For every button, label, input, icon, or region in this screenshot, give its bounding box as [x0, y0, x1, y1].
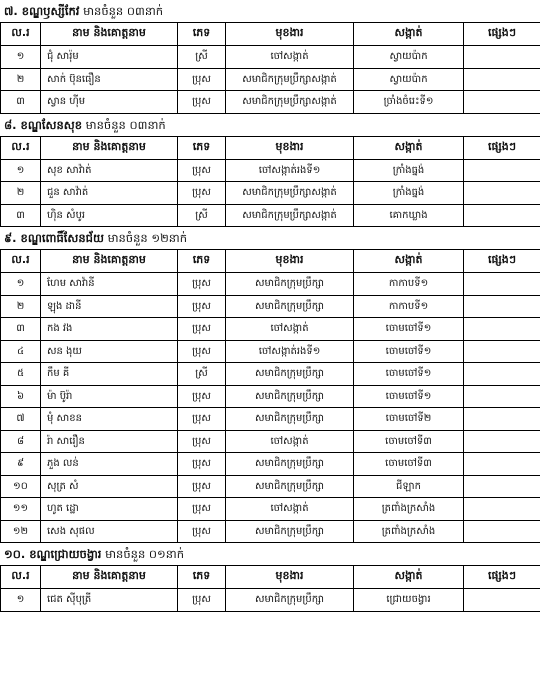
remarks-cell	[464, 498, 540, 521]
row-number-cell: ៦	[1, 385, 41, 408]
column-header-row-number: ល.រ	[1, 250, 41, 273]
person-name-cell: សុត្រ សំ	[41, 475, 178, 498]
commune-cell: ចោមចៅទី២	[354, 408, 464, 431]
remarks-cell	[464, 589, 540, 612]
column-header-row-number: ល.រ	[1, 136, 41, 159]
sex-cell: ប្រុស	[178, 318, 226, 341]
position-cell: ចៅសង្កាត់រងទី១	[226, 159, 354, 182]
position-cell: សមាជិកក្រុមប្រឹក្សាសង្កាត់	[226, 68, 354, 91]
remarks-cell	[464, 204, 540, 227]
person-name-cell: ភួង លន់	[41, 453, 178, 476]
table-row	[1, 273, 540, 296]
remarks-cell	[464, 159, 540, 182]
commune-cell: ចោមចៅទី៣	[354, 453, 464, 476]
column-header-person-name: នាម និងគោត្តនាម	[41, 136, 178, 159]
row-number-cell: ២	[1, 68, 41, 91]
sex-cell: ប្រុស	[178, 408, 226, 431]
position-cell: សមាជិកក្រុមប្រឹក្សា	[226, 385, 354, 408]
commune-cell: ចោមចៅទី១	[354, 385, 464, 408]
position-cell: ចៅសង្កាត់រងទី១	[226, 340, 354, 363]
sex-cell: ប្រុស	[178, 340, 226, 363]
position-cell: ចៅសង្កាត់	[226, 318, 354, 341]
person-name-cell: មុំ សាខន	[41, 408, 178, 431]
remarks-cell	[464, 273, 540, 296]
row-number-cell: ៥	[1, 363, 41, 386]
person-name-cell: ឡុង ដានី	[41, 295, 178, 318]
person-name-cell: ហែម សាវ៉ានី	[41, 273, 178, 296]
column-header-commune: សង្កាត់	[354, 250, 464, 273]
commune-cell: ចោមចៅទី៣	[354, 430, 464, 453]
person-name-cell: ជួន សាវ៉ាត់	[41, 182, 178, 205]
remarks-cell	[464, 91, 540, 114]
remarks-cell	[464, 453, 540, 476]
commune-cell: កាកាបទី១	[354, 273, 464, 296]
position-cell: ចៅសង្កាត់	[226, 430, 354, 453]
remarks-cell	[464, 520, 540, 543]
commune-cell: ចោមចៅទី១	[354, 363, 464, 386]
commune-cell: គោកឃ្លាង	[354, 204, 464, 227]
commune-cell: ចោមចៅទី១	[354, 318, 464, 341]
row-number-cell: ១២	[1, 520, 41, 543]
position-cell: ចៅសង្កាត់	[226, 498, 354, 521]
position-cell: សមាជិកក្រុមប្រឹក្សាសង្កាត់	[226, 204, 354, 227]
person-name-cell: ស្វាន ហ៊ីម	[41, 91, 178, 114]
members-table	[0, 22, 540, 114]
sex-cell: ប្រុស	[178, 68, 226, 91]
table-row	[1, 91, 540, 114]
table-row	[1, 46, 540, 69]
table-row	[1, 430, 540, 453]
person-name-cell: សុខ សាវ៉ាត់	[41, 159, 178, 182]
sex-cell: ប្រុស	[178, 295, 226, 318]
person-name-cell: សាក់ ប៊ុនធឿន	[41, 68, 178, 91]
person-name-cell: ហូត ដ្ឋោ	[41, 498, 178, 521]
table-row	[1, 408, 540, 431]
district-name: ៧. ខណ្ឌឫស្សីកែវ	[4, 4, 80, 18]
table-header-row	[1, 250, 540, 273]
table-row	[1, 520, 540, 543]
sex-cell: ប្រុស	[178, 273, 226, 296]
table-row	[1, 68, 540, 91]
sex-cell: ប្រុស	[178, 91, 226, 114]
sex-cell: ប្រុស	[178, 430, 226, 453]
position-cell: ចៅសង្កាត់	[226, 46, 354, 69]
members-table	[0, 565, 540, 612]
table-row	[1, 204, 540, 227]
remarks-cell	[464, 430, 540, 453]
district-name: ៩. ខណ្ឌពោធិ៍សែនជ័យ	[4, 231, 104, 245]
table-row	[1, 182, 540, 205]
remarks-cell	[464, 408, 540, 431]
commune-cell: ច្រាំងចំរេះទី១	[354, 91, 464, 114]
commune-cell: ត្រពាំងក្រសាំង	[354, 520, 464, 543]
sex-cell: ប្រុស	[178, 589, 226, 612]
person-name-cell: កង វង	[41, 318, 178, 341]
remarks-cell	[464, 340, 540, 363]
commune-cell: កាកាបទី១	[354, 295, 464, 318]
remarks-cell	[464, 363, 540, 386]
section-title	[0, 543, 540, 565]
table-header-row	[1, 23, 540, 46]
member-count: មានចំនួន ០១នាក់	[105, 547, 184, 561]
position-cell: សមាជិកក្រុមប្រឹក្សា	[226, 295, 354, 318]
commune-cell: ជីឡាក	[354, 475, 464, 498]
row-number-cell: ២	[1, 182, 41, 205]
table-header-row	[1, 566, 540, 589]
position-cell: សមាជិកក្រុមប្រឹក្សា	[226, 408, 354, 431]
table-row	[1, 475, 540, 498]
table-row	[1, 498, 540, 521]
position-cell: សមាជិកក្រុមប្រឹក្សា	[226, 520, 354, 543]
column-header-position: មុខងារ	[226, 136, 354, 159]
table-row	[1, 363, 540, 386]
column-header-position: មុខងារ	[226, 250, 354, 273]
column-header-remarks: ផ្សេងៗ	[464, 23, 540, 46]
sex-cell: ស្រី	[178, 46, 226, 69]
remarks-cell	[464, 46, 540, 69]
remarks-cell	[464, 475, 540, 498]
table-row	[1, 385, 540, 408]
table-row	[1, 295, 540, 318]
remarks-cell	[464, 385, 540, 408]
member-count: មានចំនួន ០៣នាក់	[83, 4, 164, 18]
person-name-cell: ជុំ សារ៉ុម	[41, 46, 178, 69]
row-number-cell: ១០	[1, 475, 41, 498]
row-number-cell: ១	[1, 159, 41, 182]
sex-cell: ប្រុស	[178, 159, 226, 182]
column-header-commune: សង្កាត់	[354, 23, 464, 46]
table-header-row	[1, 136, 540, 159]
table-row	[1, 589, 540, 612]
members-table	[0, 136, 540, 228]
commune-cell: ជ្រោយចង្វារ	[354, 589, 464, 612]
remarks-cell	[464, 68, 540, 91]
row-number-cell: ១	[1, 46, 41, 69]
commune-cell: ក្រាំងធ្នង់	[354, 182, 464, 205]
position-cell: សមាជិកក្រុមប្រឹក្សា	[226, 475, 354, 498]
position-cell: សមាជិកក្រុមប្រឹក្សាសង្កាត់	[226, 91, 354, 114]
row-number-cell: ២	[1, 295, 41, 318]
sex-cell: ប្រុស	[178, 498, 226, 521]
person-name-cell: កឹម គី	[41, 363, 178, 386]
column-header-row-number: ល.រ	[1, 566, 41, 589]
column-header-remarks: ផ្សេងៗ	[464, 566, 540, 589]
section-title	[0, 0, 540, 22]
position-cell: សមាជិកក្រុមប្រឹក្សាសង្កាត់	[226, 182, 354, 205]
remarks-cell	[464, 295, 540, 318]
commune-cell: ត្រពាំងក្រសាំង	[354, 498, 464, 521]
person-name-cell: ជេត ស៊ីបុត្រី	[41, 589, 178, 612]
district-name: ៨. ខណ្ឌសែនសុខ	[4, 117, 83, 132]
column-header-person-name: នាម និងគោត្តនាម	[41, 566, 178, 589]
remarks-cell	[464, 318, 540, 341]
sex-cell: ប្រុស	[178, 182, 226, 205]
position-cell: សមាជិកក្រុមប្រឹក្សា	[226, 453, 354, 476]
row-number-cell: ១	[1, 589, 41, 612]
remarks-cell	[464, 182, 540, 205]
sex-cell: ប្រុស	[178, 520, 226, 543]
sex-cell: ប្រុស	[178, 453, 226, 476]
column-header-sex: ភេទ	[178, 250, 226, 273]
column-header-commune: សង្កាត់	[354, 136, 464, 159]
person-name-cell: សេង សុផល	[41, 520, 178, 543]
commune-cell: ចោមចៅទី១	[354, 340, 464, 363]
person-name-cell: រ៉ា សារឿន	[41, 430, 178, 453]
column-header-position: មុខងារ	[226, 23, 354, 46]
row-number-cell: ៨	[1, 430, 41, 453]
table-row	[1, 340, 540, 363]
district-name: ១០. ខណ្ឌជ្រោយចង្វារ	[4, 547, 102, 561]
column-header-row-number: ល.រ	[1, 23, 41, 46]
sex-cell: ស្រី	[178, 363, 226, 386]
row-number-cell: ១	[1, 273, 41, 296]
sex-cell: ស្រី	[178, 204, 226, 227]
commune-cell: ក្រាំងធ្នង់	[354, 159, 464, 182]
column-header-position: មុខងារ	[226, 566, 354, 589]
commune-cell: ស្វាយប៉ាក	[354, 68, 464, 91]
position-cell: សមាជិកក្រុមប្រឹក្សា	[226, 363, 354, 386]
column-header-remarks: ផ្សេងៗ	[464, 250, 540, 273]
person-name-cell: សន ងុយ	[41, 340, 178, 363]
sex-cell: ប្រុស	[178, 475, 226, 498]
table-row	[1, 159, 540, 182]
section-title	[0, 227, 540, 249]
person-name-cell: ម៉ា ប៊ូរ៉ា	[41, 385, 178, 408]
row-number-cell: ៣	[1, 318, 41, 341]
row-number-cell: ៣	[1, 91, 41, 114]
row-number-cell: ៧	[1, 408, 41, 431]
column-header-person-name: នាម និងគោត្តនាម	[41, 23, 178, 46]
member-count: មានចំនួន ០៣នាក់	[85, 117, 166, 132]
section-title	[0, 114, 540, 136]
person-name-cell: ហ៊ិន សំបូរ	[41, 204, 178, 227]
column-header-sex: ភេទ	[178, 136, 226, 159]
sex-cell: ប្រុស	[178, 385, 226, 408]
row-number-cell: ៤	[1, 340, 41, 363]
member-count: មានចំនួន ១២នាក់	[107, 231, 188, 245]
column-header-sex: ភេទ	[178, 23, 226, 46]
members-table	[0, 249, 540, 543]
column-header-person-name: នាម និងគោត្តនាម	[41, 250, 178, 273]
row-number-cell: ១១	[1, 498, 41, 521]
column-header-commune: សង្កាត់	[354, 566, 464, 589]
position-cell: សមាជិកក្រុមប្រឹក្សា	[226, 273, 354, 296]
position-cell: សមាជិកក្រុមប្រឹក្សា	[226, 589, 354, 612]
commune-cell: ស្វាយប៉ាក	[354, 46, 464, 69]
column-header-sex: ភេទ	[178, 566, 226, 589]
row-number-cell: ៣	[1, 204, 41, 227]
row-number-cell: ៩	[1, 453, 41, 476]
column-header-remarks: ផ្សេងៗ	[464, 136, 540, 159]
table-row	[1, 318, 540, 341]
table-row	[1, 453, 540, 476]
